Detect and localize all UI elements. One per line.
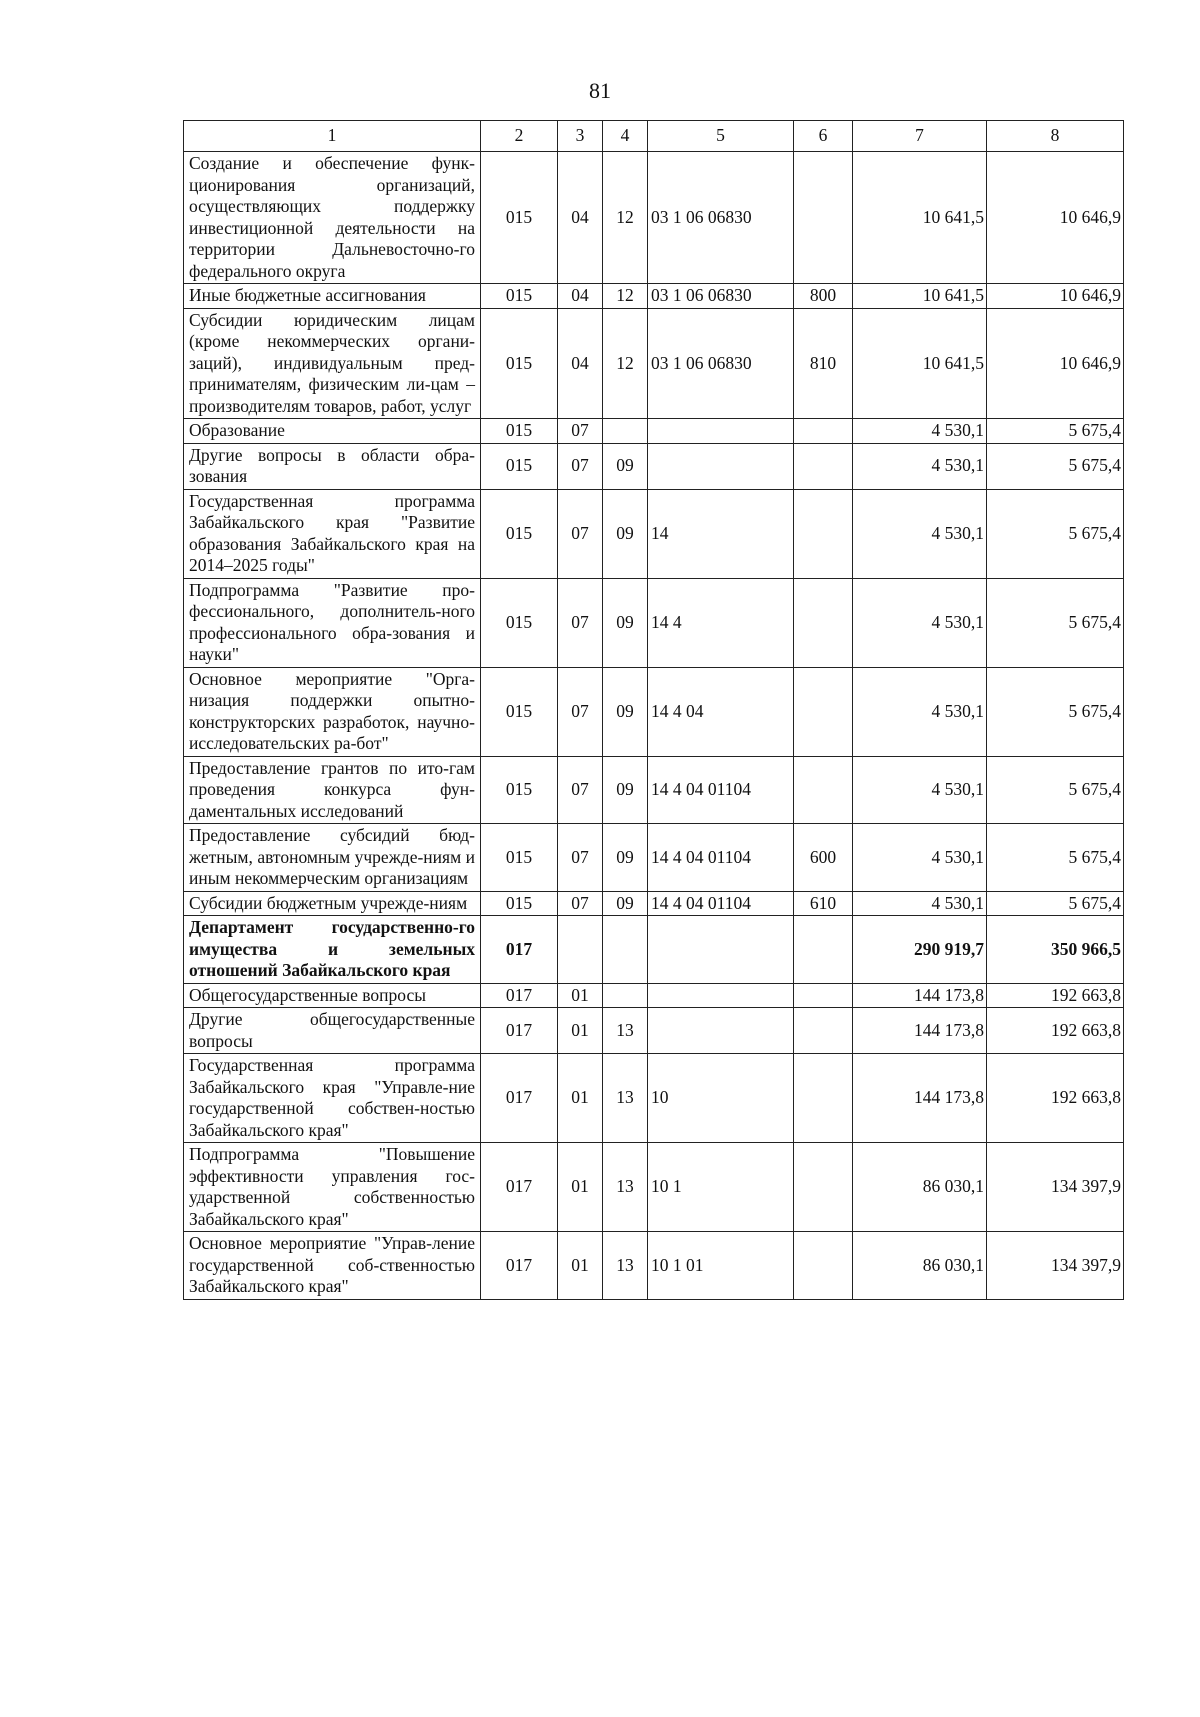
amount-col8-cell: 5 675,4 xyxy=(987,891,1124,916)
amount-col8-cell: 134 397,9 xyxy=(987,1232,1124,1300)
target-article-cell xyxy=(648,983,794,1008)
table-row xyxy=(184,308,1124,419)
budget-table xyxy=(183,120,1124,1300)
amount-col8-cell: 5 675,4 xyxy=(987,419,1124,444)
ministry-code-cell: 017 xyxy=(481,1232,558,1300)
ministry-code-cell: 015 xyxy=(481,756,558,824)
section-code-cell: 01 xyxy=(558,1232,603,1300)
row-name-cell: Субсидии юридическим лицам (кроме некоммерческих органи-заций), индивидуальным пред-принимателям, физическим ли-цам – производителям товаров, работ, услуг xyxy=(184,308,481,419)
ministry-code-cell: 015 xyxy=(481,308,558,419)
header-cell: 4 xyxy=(603,121,648,152)
table-row xyxy=(184,419,1124,444)
amount-col7-cell: 4 530,1 xyxy=(853,489,987,578)
row-name-cell: Подпрограмма "Развитие про-фессионального, дополнитель-ного профессионального обра-зования и науки" xyxy=(184,578,481,667)
ministry-code-cell: 017 xyxy=(481,1143,558,1232)
ministry-code-cell: 015 xyxy=(481,824,558,892)
amount-col7-cell: 86 030,1 xyxy=(853,1143,987,1232)
ministry-code-cell: 015 xyxy=(481,667,558,756)
expense-type-cell xyxy=(794,489,853,578)
expense-type-cell: 800 xyxy=(794,284,853,309)
subsection-code-cell: 09 xyxy=(603,891,648,916)
target-article-cell: 10 1 xyxy=(648,1143,794,1232)
expense-type-cell: 610 xyxy=(794,891,853,916)
section-code-cell: 01 xyxy=(558,1008,603,1054)
subsection-code-cell xyxy=(603,983,648,1008)
table-row xyxy=(184,1232,1124,1300)
subsection-code-cell: 09 xyxy=(603,824,648,892)
amount-col7-cell: 4 530,1 xyxy=(853,891,987,916)
subsection-code-cell xyxy=(603,419,648,444)
expense-type-cell xyxy=(794,1054,853,1143)
target-article-cell: 14 4 04 01104 xyxy=(648,756,794,824)
section-code-cell: 07 xyxy=(558,667,603,756)
amount-col8-cell: 192 663,8 xyxy=(987,1008,1124,1054)
target-article-cell: 14 4 04 01104 xyxy=(648,891,794,916)
amount-col7-cell: 4 530,1 xyxy=(853,578,987,667)
amount-col8-cell: 5 675,4 xyxy=(987,443,1124,489)
subsection-code-cell: 09 xyxy=(603,756,648,824)
amount-col8-cell: 192 663,8 xyxy=(987,983,1124,1008)
row-name-cell: Субсидии бюджетным учрежде-ниям xyxy=(184,891,481,916)
amount-col8-cell: 10 646,9 xyxy=(987,308,1124,419)
subsection-code-cell: 12 xyxy=(603,152,648,284)
table-row xyxy=(184,667,1124,756)
subsection-code-cell: 09 xyxy=(603,443,648,489)
section-code-cell: 04 xyxy=(558,308,603,419)
subsection-code-cell: 13 xyxy=(603,1143,648,1232)
row-name-cell: Государственная программа Забайкальского края "Развитие образования Забайкальского края на 2014–2025 годы" xyxy=(184,489,481,578)
table-header-row xyxy=(184,121,1124,152)
expense-type-cell: 600 xyxy=(794,824,853,892)
amount-col8-cell: 350 966,5 xyxy=(987,916,1124,984)
row-name-cell: Общегосударственные вопросы xyxy=(184,983,481,1008)
target-article-cell: 14 4 04 xyxy=(648,667,794,756)
expense-type-cell xyxy=(794,983,853,1008)
target-article-cell: 03 1 06 06830 xyxy=(648,152,794,284)
target-article-cell xyxy=(648,1008,794,1054)
amount-col7-cell: 86 030,1 xyxy=(853,1232,987,1300)
section-code-cell: 07 xyxy=(558,419,603,444)
target-article-cell: 03 1 06 06830 xyxy=(648,308,794,419)
subsection-code-cell: 13 xyxy=(603,1008,648,1054)
section-code-cell: 01 xyxy=(558,983,603,1008)
expense-type-cell xyxy=(794,916,853,984)
amount-col8-cell: 5 675,4 xyxy=(987,578,1124,667)
section-code-cell: 07 xyxy=(558,891,603,916)
ministry-code-cell: 015 xyxy=(481,578,558,667)
row-name-cell: Подпрограмма "Повышение эффективности управления гос-ударственной собственностью Забайкальского края" xyxy=(184,1143,481,1232)
amount-col7-cell: 4 530,1 xyxy=(853,824,987,892)
section-code-cell: 07 xyxy=(558,489,603,578)
section-code-cell: 07 xyxy=(558,443,603,489)
ministry-code-cell: 015 xyxy=(481,284,558,309)
section-code-cell: 07 xyxy=(558,756,603,824)
amount-col7-cell: 10 641,5 xyxy=(853,308,987,419)
table-row xyxy=(184,916,1124,984)
expense-type-cell xyxy=(794,578,853,667)
expense-type-cell xyxy=(794,1232,853,1300)
row-name-cell: Иные бюджетные ассигнования xyxy=(184,284,481,309)
page-number: 81 xyxy=(589,78,611,103)
target-article-cell xyxy=(648,419,794,444)
amount-col7-cell: 4 530,1 xyxy=(853,756,987,824)
amount-col7-cell: 4 530,1 xyxy=(853,443,987,489)
expense-type-cell xyxy=(794,152,853,284)
row-name-cell: Основное мероприятие "Орга-низация поддержки опытно-конструкторских разработок, научно-исследовательских ра-бот" xyxy=(184,667,481,756)
row-name-cell: Предоставление субсидий бюд-жетным, автономным учрежде-ниям и иным некоммерческим организациям xyxy=(184,824,481,892)
subsection-code-cell xyxy=(603,916,648,984)
subsection-code-cell: 13 xyxy=(603,1054,648,1143)
header-cell: 8 xyxy=(987,121,1124,152)
row-name-cell: Образование xyxy=(184,419,481,444)
row-name-cell: Другие вопросы в области обра-зования xyxy=(184,443,481,489)
subsection-code-cell: 13 xyxy=(603,1232,648,1300)
ministry-code-cell: 017 xyxy=(481,1008,558,1054)
header-cell: 7 xyxy=(853,121,987,152)
table-row xyxy=(184,1143,1124,1232)
table-row xyxy=(184,1054,1124,1143)
expense-type-cell xyxy=(794,419,853,444)
target-article-cell: 03 1 06 06830 xyxy=(648,284,794,309)
subsection-code-cell: 09 xyxy=(603,667,648,756)
row-name-cell: Создание и обеспечение функ-ционирования организаций, осуществляющих поддержку инвестиционной деятельности на территории Дальневосточно-го федерального округа xyxy=(184,152,481,284)
table-row xyxy=(184,983,1124,1008)
amount-col7-cell: 290 919,7 xyxy=(853,916,987,984)
table-row xyxy=(184,756,1124,824)
amount-col7-cell: 4 530,1 xyxy=(853,667,987,756)
amount-col8-cell: 5 675,4 xyxy=(987,667,1124,756)
subsection-code-cell: 09 xyxy=(603,489,648,578)
expense-type-cell xyxy=(794,1008,853,1054)
expense-type-cell xyxy=(794,667,853,756)
expense-type-cell xyxy=(794,443,853,489)
amount-col7-cell: 4 530,1 xyxy=(853,419,987,444)
subsection-code-cell: 09 xyxy=(603,578,648,667)
row-name-cell: Департамент государственно-го имущества и земельных отношений Забайкальского края xyxy=(184,916,481,984)
table-row xyxy=(184,443,1124,489)
table-row xyxy=(184,578,1124,667)
expense-type-cell xyxy=(794,1143,853,1232)
amount-col7-cell: 10 641,5 xyxy=(853,284,987,309)
subsection-code-cell: 12 xyxy=(603,308,648,419)
section-code-cell: 01 xyxy=(558,1054,603,1143)
target-article-cell: 14 xyxy=(648,489,794,578)
ministry-code-cell: 015 xyxy=(481,891,558,916)
header-cell: 2 xyxy=(481,121,558,152)
amount-col8-cell: 134 397,9 xyxy=(987,1143,1124,1232)
header-cell: 5 xyxy=(648,121,794,152)
amount-col8-cell: 10 646,9 xyxy=(987,284,1124,309)
row-name-cell: Другие общегосударственные вопросы xyxy=(184,1008,481,1054)
expense-type-cell xyxy=(794,756,853,824)
ministry-code-cell: 015 xyxy=(481,152,558,284)
header-cell: 6 xyxy=(794,121,853,152)
ministry-code-cell: 015 xyxy=(481,419,558,444)
amount-col8-cell: 10 646,9 xyxy=(987,152,1124,284)
table-row xyxy=(184,891,1124,916)
target-article-cell: 10 1 01 xyxy=(648,1232,794,1300)
section-code-cell: 01 xyxy=(558,1143,603,1232)
amount-col8-cell: 5 675,4 xyxy=(987,756,1124,824)
table-row xyxy=(184,489,1124,578)
row-name-cell: Основное мероприятие "Управ-ление государственной соб-ственностью Забайкальского края" xyxy=(184,1232,481,1300)
target-article-cell xyxy=(648,443,794,489)
target-article-cell: 14 4 04 01104 xyxy=(648,824,794,892)
expense-type-cell: 810 xyxy=(794,308,853,419)
row-name-cell: Предоставление грантов по ито-гам проведения конкурса фун-даментальных исследований xyxy=(184,756,481,824)
table-row xyxy=(184,284,1124,309)
header-cell: 3 xyxy=(558,121,603,152)
ministry-code-cell: 017 xyxy=(481,1054,558,1143)
section-code-cell: 04 xyxy=(558,284,603,309)
section-code-cell: 04 xyxy=(558,152,603,284)
section-code-cell xyxy=(558,916,603,984)
table-row xyxy=(184,152,1124,284)
table-row xyxy=(184,824,1124,892)
table-row xyxy=(184,1008,1124,1054)
section-code-cell: 07 xyxy=(558,578,603,667)
subsection-code-cell: 12 xyxy=(603,284,648,309)
amount-col8-cell: 192 663,8 xyxy=(987,1054,1124,1143)
row-name-cell: Государственная программа Забайкальского края "Управле-ние государственной собствен-ностью Забайкальского края" xyxy=(184,1054,481,1143)
header-cell: 1 xyxy=(184,121,481,152)
amount-col8-cell: 5 675,4 xyxy=(987,489,1124,578)
ministry-code-cell: 017 xyxy=(481,983,558,1008)
section-code-cell: 07 xyxy=(558,824,603,892)
amount-col7-cell: 144 173,8 xyxy=(853,983,987,1008)
amount-col8-cell: 5 675,4 xyxy=(987,824,1124,892)
ministry-code-cell: 017 xyxy=(481,916,558,984)
amount-col7-cell: 144 173,8 xyxy=(853,1008,987,1054)
ministry-code-cell: 015 xyxy=(481,443,558,489)
ministry-code-cell: 015 xyxy=(481,489,558,578)
target-article-cell xyxy=(648,916,794,984)
amount-col7-cell: 10 641,5 xyxy=(853,152,987,284)
amount-col7-cell: 144 173,8 xyxy=(853,1054,987,1143)
target-article-cell: 10 xyxy=(648,1054,794,1143)
target-article-cell: 14 4 xyxy=(648,578,794,667)
